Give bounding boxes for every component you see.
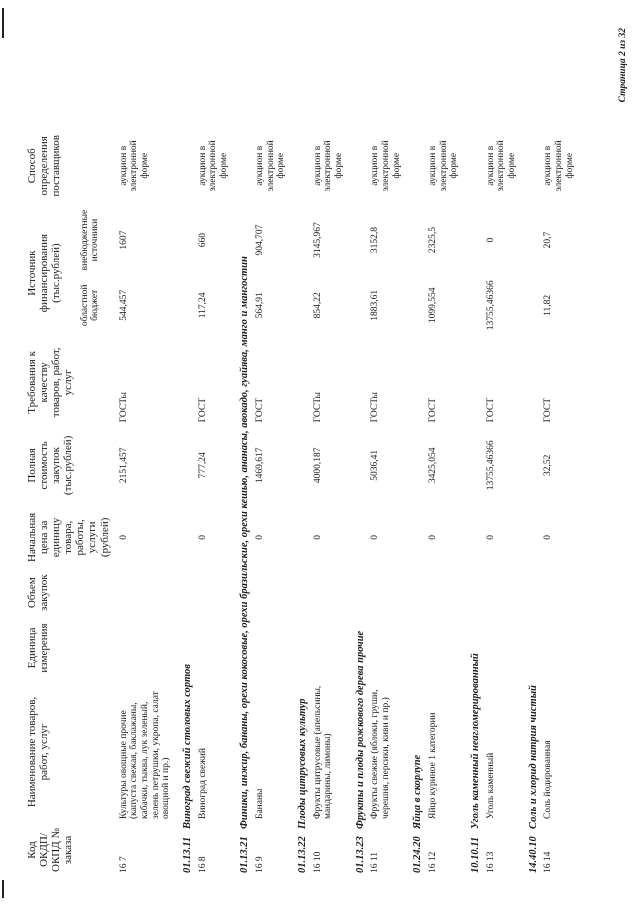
cell-unit bbox=[539, 615, 578, 681]
cell-item-name: Бананы bbox=[255, 788, 266, 819]
cell-item-name: Яйцо куриное 1 категории bbox=[428, 712, 439, 819]
cell-funding-extra: 660 bbox=[197, 232, 208, 248]
cell-quality-requirements: ГОСТ bbox=[485, 397, 496, 423]
cell-unit-price: 0 bbox=[255, 534, 266, 540]
cell-unit-price: 0 bbox=[370, 534, 381, 540]
cell-quality-requirements: ГОСТ bbox=[197, 397, 208, 423]
cell-volume bbox=[482, 570, 521, 615]
cell-volume bbox=[251, 570, 290, 615]
table-row bbox=[366, 124, 405, 877]
group-code: 10.10.11 bbox=[469, 836, 481, 873]
cell-funding-regional: 13755,46366 bbox=[485, 280, 496, 331]
cell-total-cost: 13755,46366 bbox=[485, 440, 496, 491]
header-funding: Источник финансирования (тыс.рублей) bbox=[26, 233, 63, 313]
cell-order-number: 16 11 bbox=[370, 851, 381, 873]
cell-total-cost: 5036,41 bbox=[370, 449, 381, 481]
header-unit: Единица измерения bbox=[26, 623, 51, 673]
cell-procurement-method: аукцион в электронной форме bbox=[428, 140, 460, 192]
cell-item-name: Фрукты цитрусовые (апельсины, мандарины, лимоны) bbox=[312, 685, 334, 819]
cell-funding-extra: 0 bbox=[485, 237, 496, 243]
group-title: Виноград свежий столовых сортов bbox=[181, 664, 193, 829]
group-heading-row bbox=[290, 124, 309, 877]
cell-item-name: Уголь каменный bbox=[485, 752, 496, 819]
group-heading-row bbox=[405, 124, 424, 877]
cell-unit-price: 0 bbox=[428, 534, 439, 540]
cell-unit bbox=[366, 615, 405, 681]
cell-total-cost: 32,52 bbox=[543, 454, 554, 477]
cell-order-number: 16 10 bbox=[312, 851, 323, 873]
cell-unit bbox=[194, 615, 233, 681]
cell-funding-regional: 1099,554 bbox=[428, 287, 439, 324]
header-total: Полная стоимость закупок (тыс.рублей) bbox=[26, 435, 75, 496]
cell-volume bbox=[539, 570, 578, 615]
cell-volume bbox=[115, 570, 175, 615]
group-title: Фрукты и плоды рожкового дерева прочие bbox=[354, 630, 366, 829]
cell-item-name: Фрукты свежие (яблоки, груши, черешня, персики, киви и пр.) bbox=[370, 689, 392, 819]
cell-procurement-method: аукцион в электронной форме bbox=[370, 140, 402, 192]
cell-funding-extra: 904,707 bbox=[255, 224, 266, 256]
cell-funding-extra: 1607 bbox=[118, 230, 129, 250]
table-row bbox=[482, 124, 521, 877]
group-code: 01.13.23 bbox=[354, 836, 366, 873]
header-funding-extra: внебюджетные источники bbox=[79, 209, 101, 271]
cell-funding-extra: 3145,967 bbox=[312, 222, 323, 258]
cell-quality-requirements: ГОСТ bbox=[255, 397, 266, 423]
cell-procurement-method: аукцион в электронной форме bbox=[485, 140, 517, 192]
group-title: Соль и хлорид натрия чистый bbox=[527, 685, 539, 829]
cell-volume bbox=[309, 570, 348, 615]
header-requirements: Требования к качеству товаров, работ, услуг bbox=[26, 347, 75, 418]
table-row bbox=[539, 124, 578, 877]
table-row bbox=[251, 124, 290, 877]
cell-quality-requirements: ГОСТы bbox=[118, 392, 129, 423]
group-heading-row bbox=[175, 124, 194, 877]
procurement-table bbox=[26, 124, 578, 877]
cell-quality-requirements: ГОСТ bbox=[543, 397, 554, 423]
cell-funding-regional: 544,457 bbox=[118, 289, 129, 321]
group-title: Уголь каменный неагломерированный bbox=[469, 653, 481, 829]
cell-unit bbox=[115, 615, 175, 681]
cell-order-number: 16 12 bbox=[428, 851, 439, 873]
cell-procurement-method: аукцион в электронной форме bbox=[312, 140, 345, 192]
cell-total-cost: 777,24 bbox=[197, 452, 208, 479]
cell-unit bbox=[482, 615, 521, 681]
cell-procurement-method: аукцион в электронной форме bbox=[543, 140, 575, 192]
cell-order-number: 16 7 bbox=[118, 856, 129, 873]
group-heading-row bbox=[463, 124, 482, 877]
group-heading-row bbox=[521, 124, 540, 877]
cell-quality-requirements: ГОСТы bbox=[370, 392, 381, 423]
group-code: 01.13.21 bbox=[239, 836, 251, 873]
cell-total-cost: 1469,617 bbox=[255, 447, 266, 484]
cell-order-number: 16 8 bbox=[197, 856, 208, 873]
group-heading-row bbox=[232, 124, 251, 877]
cell-item-name: Виноград свежий bbox=[197, 748, 208, 819]
cell-procurement-method: аукцион в электронной форме bbox=[118, 140, 150, 192]
table-body bbox=[115, 124, 579, 877]
cell-unit-price: 0 bbox=[312, 534, 323, 540]
cell-volume bbox=[366, 570, 405, 615]
cell-funding-extra: 3152,8 bbox=[370, 227, 381, 254]
cell-funding-regional: 854,22 bbox=[312, 292, 323, 319]
group-code: 01.13.11 bbox=[181, 836, 193, 873]
cell-order-number: 16 14 bbox=[543, 851, 554, 873]
page-number: Страница 2 из 32 bbox=[618, 28, 628, 103]
cell-unit-price: 0 bbox=[197, 534, 208, 540]
cell-unit bbox=[309, 615, 348, 681]
cell-unit-price: 0 bbox=[118, 534, 129, 540]
cell-total-cost: 3425,054 bbox=[428, 447, 439, 484]
cell-item-name: Культуры овощные прочие (капуста свежая, баклажаны, кабачки, тыква, лук зеленый, зелень петрушки, укропа, салат овощной и пр.) bbox=[118, 691, 172, 819]
table-row bbox=[309, 124, 348, 877]
cell-procurement-method: аукцион в электронной форме bbox=[197, 140, 229, 192]
cell-quality-requirements: ГОСТы bbox=[312, 392, 323, 423]
cell-funding-regional: 117,24 bbox=[197, 292, 208, 319]
cell-volume bbox=[194, 570, 233, 615]
cell-funding-regional: 564,91 bbox=[255, 292, 266, 319]
table-header-row bbox=[26, 124, 78, 877]
cell-order-number: 16 13 bbox=[485, 851, 496, 873]
header-code: Код ОКДП/ ОКПД № заказа bbox=[26, 828, 75, 872]
cell-volume bbox=[424, 570, 463, 615]
group-code: 01.13.22 bbox=[297, 836, 309, 873]
cell-funding-regional: 11,82 bbox=[543, 294, 554, 316]
cell-unit-price: 0 bbox=[543, 534, 554, 540]
cell-unit bbox=[424, 615, 463, 681]
group-code: 14.40.10 bbox=[527, 836, 539, 873]
cell-total-cost: 4000,187 bbox=[312, 447, 323, 484]
header-volume: Объем закупок bbox=[26, 574, 51, 611]
cell-funding-extra: 20,7 bbox=[543, 231, 554, 249]
group-title: Яйца в скорлупе bbox=[412, 754, 424, 829]
group-code: 01.24.20 bbox=[412, 836, 424, 873]
group-title: Плоды цитрусовых культур bbox=[297, 698, 309, 829]
table-row bbox=[115, 124, 175, 877]
group-heading-row bbox=[348, 124, 367, 877]
cell-quality-requirements: ГОСТ bbox=[428, 397, 439, 423]
header-name: Наименование товаров, работ, услуг bbox=[26, 696, 51, 808]
group-title: Финики, инжир, бананы, орехи кокосовые, орехи бразильские, орехи кешью, ананасы, авокадо, гуайява, манго и мангостин bbox=[239, 256, 251, 829]
header-funding-regional: областной бюджет bbox=[79, 284, 101, 327]
cell-item-name: Соль йодированная bbox=[543, 740, 554, 819]
table-row bbox=[194, 124, 233, 877]
cell-order-number: 16 9 bbox=[255, 856, 266, 873]
header-method: Способ определения поставщиков bbox=[26, 135, 63, 197]
header-price: Начальная цена за единицу товара, работы, услуги (рублей) bbox=[26, 512, 111, 562]
cell-funding-extra: 2325,5 bbox=[428, 227, 439, 254]
cell-unit-price: 0 bbox=[485, 534, 496, 540]
cell-procurement-method: аукцион в электронной форме bbox=[255, 140, 287, 192]
cell-total-cost: 2151,457 bbox=[118, 447, 129, 484]
cell-funding-regional: 1883,61 bbox=[370, 289, 381, 321]
cell-unit bbox=[251, 615, 290, 681]
table-row bbox=[424, 124, 463, 877]
